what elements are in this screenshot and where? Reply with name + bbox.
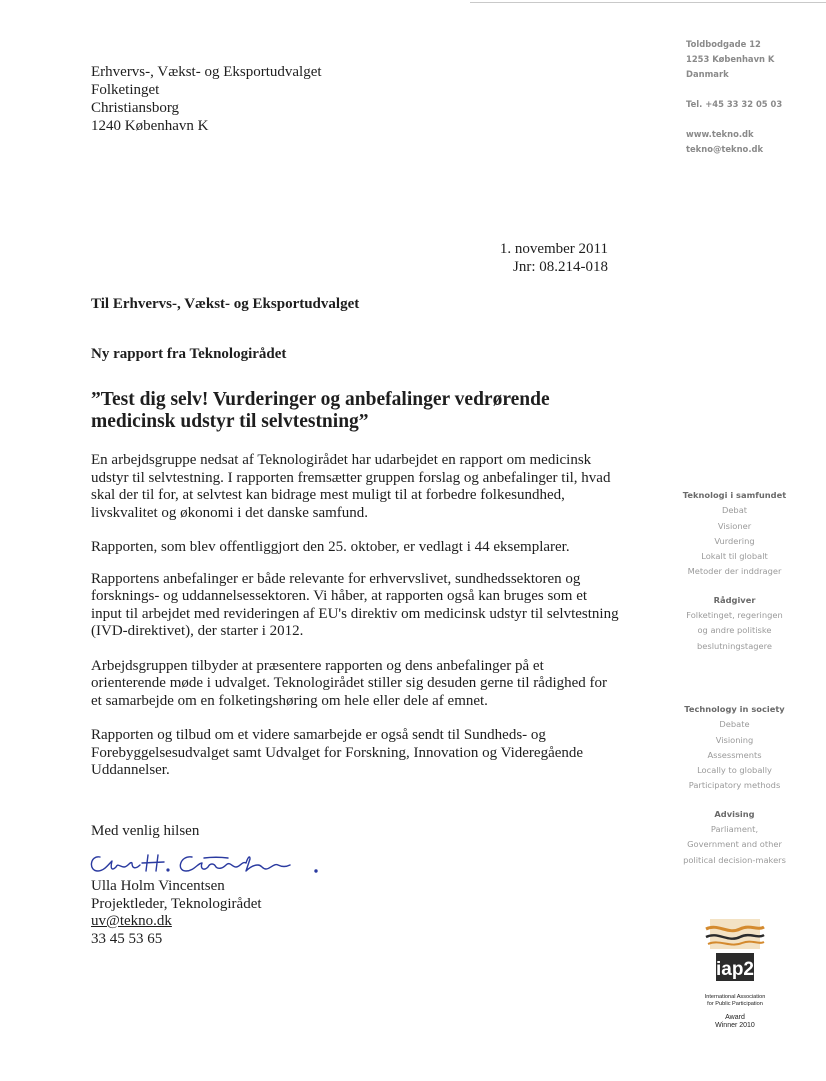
sidebar-item: beslutningstagere bbox=[697, 640, 772, 651]
sidebar-item: Parliament, bbox=[710, 824, 759, 835]
sender-email-link[interactable]: uv@tekno.dk bbox=[91, 913, 172, 929]
sidebar-item: Participatory methods bbox=[688, 780, 781, 791]
letter-date: 1. november 2011 bbox=[499, 241, 608, 257]
contact-country: Danmark bbox=[686, 69, 729, 79]
award-line: Winner 2010 bbox=[715, 1022, 755, 1029]
handwritten-signature bbox=[86, 849, 331, 881]
addressee-heading: Til Erhvervs-, Vækst- og Eksportudvalget bbox=[91, 296, 360, 312]
contact-city: 1253 København K bbox=[686, 54, 775, 64]
sidebar-item: political decision-makers bbox=[683, 854, 786, 865]
iap2-award-logo bbox=[700, 917, 770, 1030]
sidebar-item: Metoder der inddrager bbox=[687, 566, 782, 577]
body-paragraph: Rapporten og tilbud om et videre samarbejde er også sendt til Sundheds- og Forebyggelsesudvalget samt Udvalget for Forskning, Innovation og Videregående Uddannelser. bbox=[91, 727, 584, 778]
body-paragraph: Rapportens anbefalinger er både relevante for erhvervslivet, sundhedssektoren og forsknings- og uddannelsessektoren. Vi håber, at rapporten også kan bruges som et input til arbejdet med revideringen af EU's direktiv om medicinsk udstyr til selvtestning (IVD-direktivet), der starter i 2012. bbox=[91, 570, 619, 639]
sender-role: Projektleder, Teknologirådet bbox=[91, 895, 262, 912]
sidebar-heading: Teknologi i samfundet bbox=[682, 490, 787, 500]
logo-caption-line: for Public Participation bbox=[707, 1001, 763, 1007]
sidebar-group bbox=[672, 807, 797, 868]
journal-number: Jnr: 08.214-018 bbox=[513, 259, 608, 275]
sidebar-item: og andre politiske bbox=[697, 625, 772, 636]
sidebar-item: Visioner bbox=[717, 520, 752, 531]
letter-body bbox=[91, 452, 621, 797]
sidebar-group bbox=[672, 702, 797, 794]
report-title: ”Test dig selv! Vurderinger og anbefalinger vedrørende medicinsk udstyr til selvtestning” bbox=[91, 389, 550, 432]
recipient-line: 1240 København K bbox=[91, 118, 209, 134]
top-border-line bbox=[470, 2, 826, 3]
closing-greeting: Med venlig hilsen bbox=[91, 823, 200, 839]
body-paragraph: Rapporten, som blev offentliggjort den 25. oktober, er vedlagt i 44 eksemplarer. bbox=[91, 539, 570, 555]
sender-name: Ulla Holm Vincentsen bbox=[91, 878, 225, 894]
sidebar-item: Vurdering bbox=[714, 535, 755, 546]
body-paragraph: En arbejdsgruppe nedsat af Teknologirådet har udarbejdet en rapport om medicinsk udstyr til selvtestning. I rapporten fremsætter gruppen forslag og anbefalinger til, hvad skal der til for, at selvtest kan bidrage mest muligt til at forbedre folkesundhed, livskvalitet og økonomi i det danske samfund. bbox=[91, 452, 611, 521]
sidebar-profile bbox=[672, 488, 797, 881]
sidebar-item: Debat bbox=[721, 505, 748, 516]
iap2-wordmark: iap2 bbox=[715, 959, 755, 980]
sidebar-group bbox=[672, 488, 797, 580]
sidebar-item: Lokalt til globalt bbox=[701, 551, 768, 562]
contact-email[interactable]: tekno@tekno.dk bbox=[686, 144, 764, 154]
recipient-line: Erhvervs-, Vækst- og Eksportudvalget bbox=[91, 64, 322, 80]
logo-caption bbox=[700, 994, 770, 1008]
date-block bbox=[500, 240, 608, 276]
sidebar-heading: Rådgiver bbox=[713, 594, 756, 605]
subheading: Ny rapport fra Teknologirådet bbox=[91, 346, 287, 362]
sidebar-item: Debate bbox=[719, 719, 750, 730]
sidebar-group bbox=[672, 593, 797, 654]
body-paragraph: Arbejdsgruppen tilbyder at præsentere rapporten og dens anbefalinger på et orienterende møde i udvalget. Teknologirådet stiller sig desuden gerne til rådighed for et samarbejde om en folketingshøring om hele eller dele af emnet. bbox=[91, 657, 608, 709]
award-line: Award bbox=[725, 1014, 745, 1021]
contact-web[interactable]: www.tekno.dk bbox=[686, 129, 754, 139]
sidebar-item: Assessments bbox=[707, 749, 762, 760]
sender-block bbox=[91, 878, 262, 948]
sidebar-item: Folketinget, regeringen bbox=[686, 610, 783, 621]
iap2-logo-mark bbox=[704, 917, 766, 985]
contact-phone: Tel. +45 33 32 05 03 bbox=[686, 99, 783, 109]
logo-caption-line: International Association bbox=[704, 994, 766, 1000]
contact-street: Toldbodgade 12 bbox=[686, 39, 761, 49]
award-label bbox=[700, 1014, 770, 1030]
sidebar-item: Locally to globally bbox=[697, 765, 772, 776]
sidebar-heading: Advising bbox=[714, 808, 755, 819]
sender-phone: 33 45 53 65 bbox=[91, 930, 163, 947]
sidebar-item: Government and other bbox=[687, 839, 782, 850]
recipient-address bbox=[91, 63, 322, 135]
sender-contact-block bbox=[686, 37, 782, 157]
recipient-line: Christiansborg bbox=[91, 100, 180, 116]
recipient-line: Folketinget bbox=[91, 82, 160, 98]
sidebar-item: Visioning bbox=[715, 734, 754, 745]
sidebar-heading: Technology in society bbox=[684, 703, 785, 714]
